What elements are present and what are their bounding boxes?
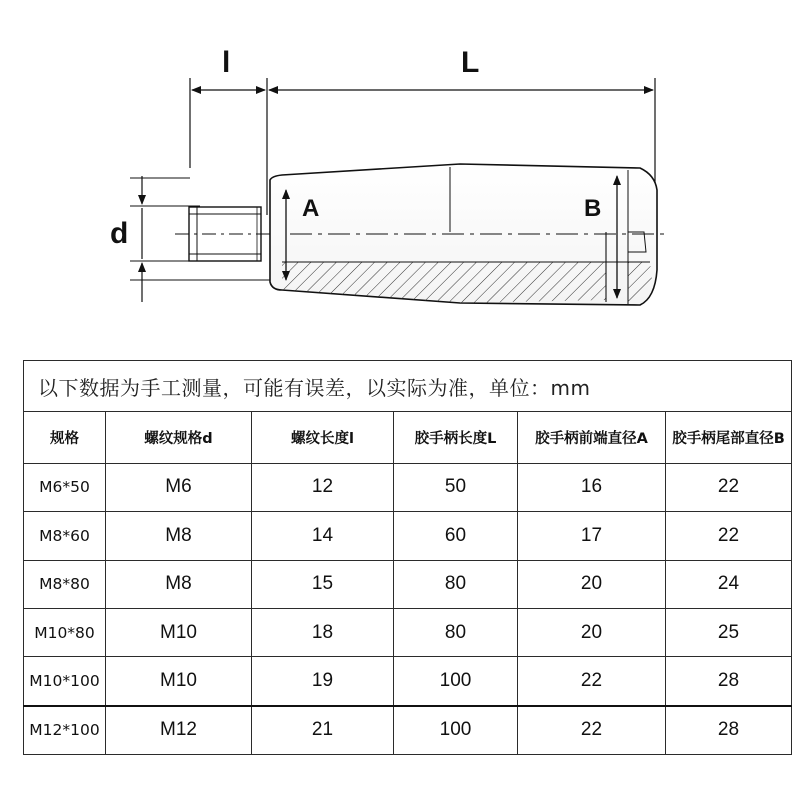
measurement-note: 以下数据为手工测量，可能有误差，以实际为准，单位：mm (24, 361, 792, 412)
front-diameter-cell: 17 (518, 512, 666, 560)
table-row (24, 512, 792, 560)
header-cell: 规格 (24, 412, 106, 463)
header-cell: 螺纹规格d (106, 412, 252, 463)
rear-diameter-cell: 22 (666, 512, 792, 560)
thread-length-cell: 21 (252, 706, 394, 755)
rear-diameter-cell: 22 (666, 463, 792, 511)
thread-spec-cell: M8 (106, 512, 252, 560)
rear-diameter-cell: 24 (666, 560, 792, 608)
thread-spec-cell: M6 (106, 463, 252, 511)
handle-dimension-drawing (0, 0, 810, 340)
thread-spec-cell: M10 (106, 657, 252, 706)
thread-spec-cell: M8 (106, 560, 252, 608)
thread-length-cell: 14 (252, 512, 394, 560)
handle-length-cell: 60 (394, 512, 518, 560)
note-row (24, 361, 792, 412)
spec-cell: M8*60 (24, 512, 106, 560)
spec-cell: M10*100 (24, 657, 106, 706)
header-cell: 胶手柄前端直径A (518, 412, 666, 463)
front-diameter-cell: 22 (518, 706, 666, 755)
thread-diameter-label: d (110, 217, 129, 250)
handle-length-cell: 50 (394, 463, 518, 511)
front-diameter-label: A (302, 195, 320, 222)
handle-section-hatch (282, 262, 606, 303)
table-row (24, 463, 792, 511)
spec-cell: M12*100 (24, 706, 106, 755)
thread-length-label: l (222, 46, 231, 79)
handle-length-label: L (461, 46, 480, 79)
table-row (24, 657, 792, 706)
front-diameter-cell: 20 (518, 608, 666, 656)
table-row (24, 608, 792, 656)
handle-length-cell: 80 (394, 608, 518, 656)
front-diameter-cell: 22 (518, 657, 666, 706)
front-diameter-cell: 20 (518, 560, 666, 608)
spec-cell: M10*80 (24, 608, 106, 656)
rear-diameter-cell: 28 (666, 657, 792, 706)
rear-diameter-label: B (584, 195, 602, 222)
spec-cell: M8*80 (24, 560, 106, 608)
handle-length-cell: 80 (394, 560, 518, 608)
thread-spec-cell: M10 (106, 608, 252, 656)
header-cell: 胶手柄尾部直径B (666, 412, 792, 463)
header-cell: 螺纹长度l (252, 412, 394, 463)
header-cell: 胶手柄长度L (394, 412, 518, 463)
table-row (24, 706, 792, 755)
thread-length-cell: 19 (252, 657, 394, 706)
header-row (24, 412, 792, 463)
thread-length-cell: 12 (252, 463, 394, 511)
spec-table (23, 360, 792, 755)
handle-length-cell: 100 (394, 706, 518, 755)
handle-length-cell: 100 (394, 657, 518, 706)
spec-cell: M6*50 (24, 463, 106, 511)
thread-spec-cell: M12 (106, 706, 252, 755)
rear-diameter-cell: 28 (666, 706, 792, 755)
front-diameter-cell: 16 (518, 463, 666, 511)
thread-length-cell: 18 (252, 608, 394, 656)
thread-length-cell: 15 (252, 560, 394, 608)
rear-diameter-cell: 25 (666, 608, 792, 656)
table-row (24, 560, 792, 608)
